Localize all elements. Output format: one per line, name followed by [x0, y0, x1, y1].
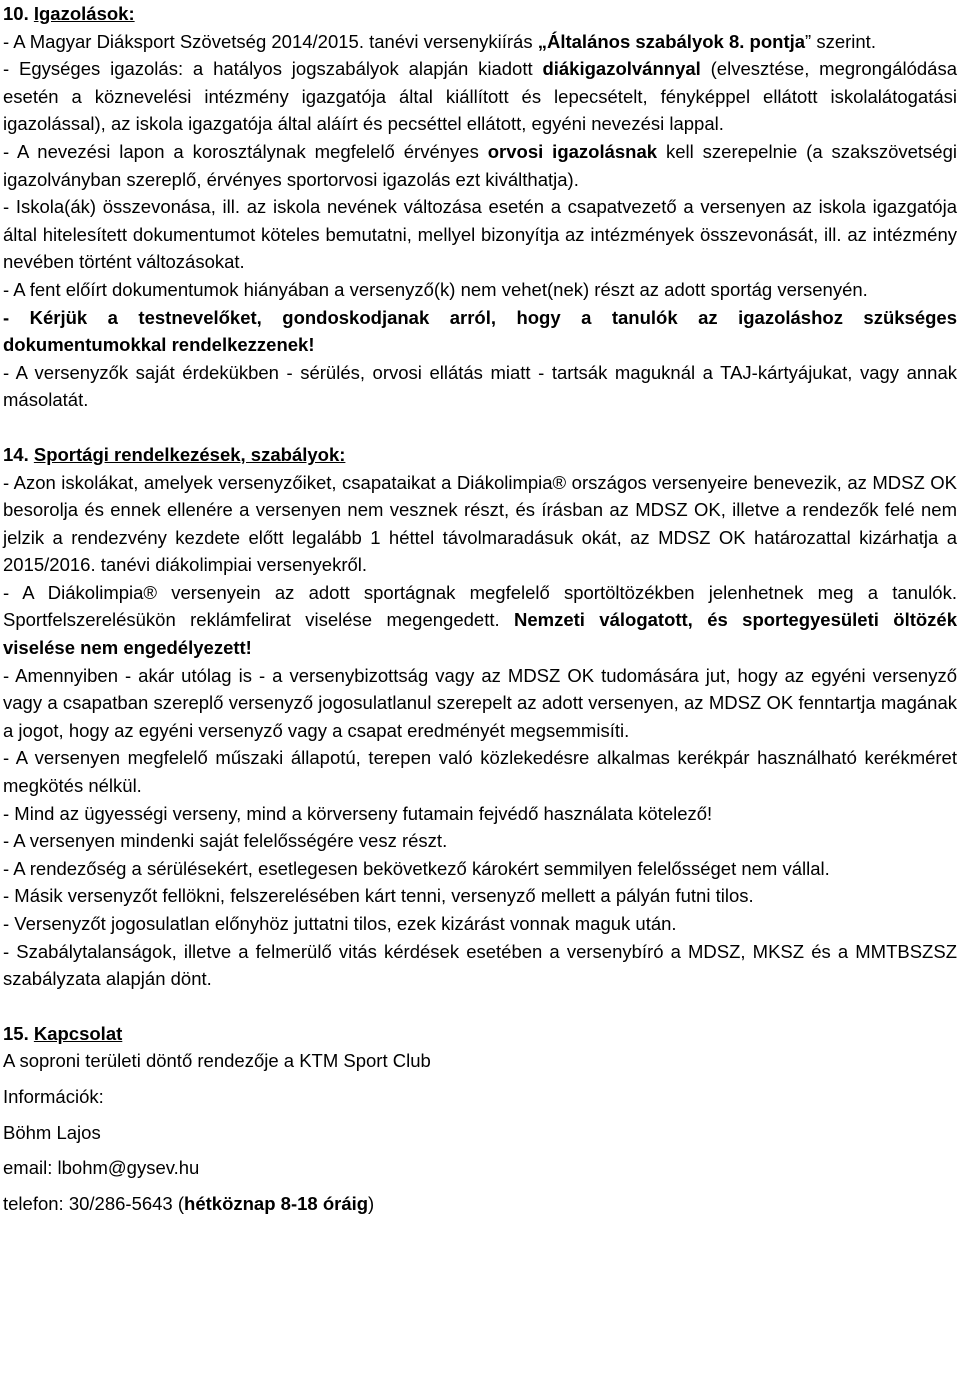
paragraph: - Szabálytalanságok, illetve a felmerülő vitás kérdések esetében a versenybíró a MDSZ, MKSZ és a MMTBSZSZ szabályzata alapján dönt.: [3, 940, 957, 990]
paragraph: - Versenyzőt jogosulatlan előnyhöz juttatni tilos, ezek kizárást vonnak maguk után.: [3, 913, 677, 934]
section-number: 15.: [3, 1022, 29, 1044]
phone-label: telefon: 30/286-5643 (: [3, 1192, 185, 1214]
phone-hours: hétköznap 8-18 óráig: [184, 1192, 369, 1214]
section-number: 14.: [3, 443, 29, 465]
text: - A Magyar Diáksport Szövetség 2014/2015. tanévi versenykiírás: [3, 30, 538, 52]
contact-email: [3, 1154, 957, 1182]
text: ” szerint.: [805, 30, 876, 52]
paragraph: [3, 138, 957, 193]
paragraph: - A rendezőség a sérülésekért, esetlegesen bekövetkező károkért semmilyen felelősséget nem vállal.: [3, 857, 830, 879]
section-number: 10.: [3, 3, 29, 24]
paragraph: - A versenyzők saját érdekükben - sérülés, orvosi ellátás miatt - tartsák maguknál a TAJ-kártyájukat, vagy annak másolatát.: [3, 361, 957, 411]
paragraph: - Azon iskolákat, amelyek versenyzőiket, csapataikat a Diákolimpia® országos versenyeire benevezik, az MDSZ OK besorolja és ennek ellenére a versenyen nem vesznek részt, és írásban az MDSZ OK, illetve a rendezők felé nem jelzik a rendezvény kezdete előtt legalább 1 héttel távolmaradásuk okát, az MDSZ OK határozattal kizárhatja a 2015/2016. tanévi diákolimpiai versenyekről.: [3, 471, 957, 576]
paragraph: - Mind az ügyességi verseny, mind a körverseny futamain fejvédő használata kötelező!: [3, 802, 713, 824]
paragraph: [3, 55, 957, 138]
text: - A nevezési lapon a korosztálynak megfelelő érvényes: [3, 140, 488, 162]
text: kell szerepelnie (a szakszövetségi igazolványban szereplő, érvényes sportorvosi igazolás ezt kiválthatja).: [3, 140, 957, 190]
paragraph: - Amennyiben - akár utólag is - a versenybizottság vagy az MDSZ OK tudomására jut, hogy az egyéni versenyző vagy a csapatban szereplő versenyző jogosulatlanul szerepelt az adott versenyen, az MDSZ OK fenntartja magának a jogot, hogy az egyéni versenyző vagy a csapat eredményét megsemmisíti.: [3, 664, 957, 741]
section-title: Sportági rendelkezések, szabályok:: [33, 443, 346, 465]
text: ): [368, 1192, 375, 1214]
paragraph: [3, 579, 957, 662]
bold-text: diákigazolvánnyal: [542, 58, 701, 80]
email-label: email:: [3, 1157, 58, 1179]
section-15-heading: [3, 1020, 957, 1048]
bold-text: „Általános szabályok 8. pontja: [537, 30, 806, 52]
bold-text: orvosi igazolásnak: [487, 140, 658, 162]
spacer: [3, 414, 957, 441]
contact-info-label: Információk:: [3, 1085, 104, 1107]
contact-phone: [3, 1190, 957, 1218]
paragraph: [3, 28, 957, 56]
spacer: [3, 993, 957, 1020]
section-10-heading: [3, 0, 957, 28]
paragraph: - Másik versenyzőt fellökni, felszerelésében kárt tenni, versenyző mellett a pályán futni tilos.: [3, 885, 754, 907]
section-14-heading: [3, 441, 957, 469]
contact-organizer: A soproni területi döntő rendezője a KTM Sport Club: [3, 1050, 431, 1072]
paragraph: - A versenyen mindenki saját felelősségére vesz részt.: [3, 830, 448, 852]
email-link[interactable]: lbohm@gysev.hu: [57, 1157, 200, 1179]
text: - Egységes igazolás: a hatályos jogszabályok alapján kiadott: [3, 58, 543, 80]
paragraph: - Iskola(ák) összevonása, ill. az iskola nevének változása esetén a csapatvezető a versenyen az iskola igazgatója által hitelesített dokumentumot köteles bemutatni, mellyel bizonyítja az intézmények összevonását, ill. az intézmény nevében történt változásokat.: [3, 196, 957, 273]
bold-text: Nemzeti válogatott, és sportegyesületi öltözék viselése nem engedélyezett!: [3, 609, 957, 659]
contact-name: Böhm Lajos: [3, 1121, 101, 1143]
paragraph: - A versenyen megfelelő műszaki állapotú, terepen való közlekedésre alkalmas kerékpár használható kerékméret megkötés nélkül.: [3, 747, 957, 797]
section-title: Igazolások:: [33, 3, 135, 24]
section-title: Kapcsolat: [33, 1022, 123, 1044]
text: - A Diákolimpia® versenyein az adott sportágnak megfelelő sportöltözékben jelenhetnek meg a tanulók. Sportfelszerelésükön reklámfelirat viselése megengedett.: [3, 581, 957, 631]
paragraph: - A fent előírt dokumentumok hiányában a versenyző(k) nem vehet(nek) részt az adott sportág versenyén.: [3, 278, 868, 300]
bold-text: - Kérjük a testnevelőket, gondoskodjanak arról, hogy a tanulók az igazoláshoz szükséges dokumentumokkal rendelkezzenek!: [3, 306, 957, 356]
paragraph-bold: [3, 304, 957, 359]
text: (elvesztése, megrongálódása esetén a köznevelési intézmény igazgatója által kiállított és lepecsételt, fényképpel ellátott iskolalátogatási igazolással), az iskola igazgatója által aláírt és pecséttel ellátott, egyéni nevezési lappal.: [3, 58, 957, 135]
